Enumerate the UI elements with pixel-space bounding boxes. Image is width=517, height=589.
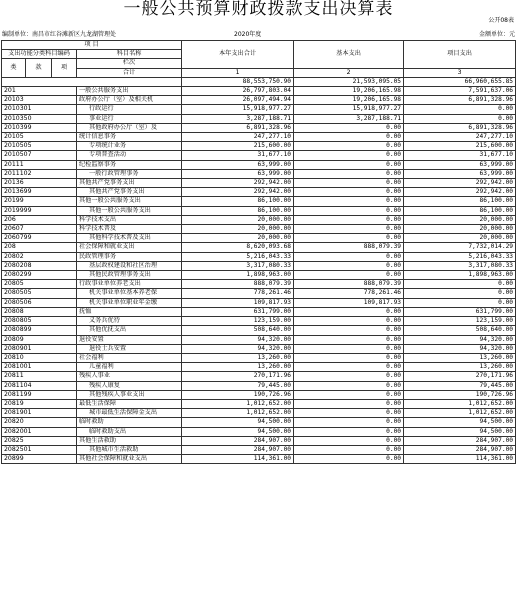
row-name: 社会保障和就业支出 <box>77 243 182 252</box>
row-project: 94,500.00 <box>404 427 516 436</box>
row-basic: 0.00 <box>294 123 404 132</box>
header-no2: 2 <box>294 68 404 77</box>
row-name: 其他一般公共服务支出 <box>77 206 182 215</box>
table-row <box>2 179 516 188</box>
row-basic: 0.00 <box>294 381 404 390</box>
row-name: 残疾人康复 <box>77 381 182 390</box>
row-basic: 0.00 <box>294 455 404 464</box>
row-project: 13,260.00 <box>404 353 516 362</box>
row-project: 123,159.00 <box>404 317 516 326</box>
table-row <box>2 427 516 436</box>
row-total: 94,500.00 <box>182 427 294 436</box>
row-basic: 0.00 <box>294 427 404 436</box>
row-basic: 0.00 <box>294 142 404 151</box>
row-total: 8,620,093.68 <box>182 243 294 252</box>
row-code: 20899 <box>2 455 77 464</box>
expenditure-table <box>1 40 516 464</box>
form-code: 公开08表 <box>488 17 514 24</box>
row-project: 0.00 <box>404 105 516 114</box>
row-project: 631,799.00 <box>404 307 516 316</box>
header-col-no: 栏次 <box>77 59 182 68</box>
table-row <box>2 372 516 381</box>
header-project-exp: 项目支出 <box>404 41 516 69</box>
row-basic: 0.00 <box>294 188 404 197</box>
row-name: 其他社会保障和就业支出 <box>77 455 182 464</box>
row-code: 2010507 <box>2 151 77 160</box>
row-name: 城市最低生活保障金支出 <box>77 409 182 418</box>
row-code: 20805 <box>2 280 77 289</box>
table-row <box>2 436 516 445</box>
row-code: 20810 <box>2 353 77 362</box>
row-project: 20,000.00 <box>404 234 516 243</box>
row-basic: 0.00 <box>294 252 404 261</box>
row-basic: 19,206,165.98 <box>294 96 404 105</box>
row-basic: 0.00 <box>294 418 404 427</box>
table-row <box>2 409 516 418</box>
table-row <box>2 390 516 399</box>
row-name: 其他科学技术普及支出 <box>77 234 182 243</box>
row-project: 0.00 <box>404 298 516 307</box>
row-total: 1,898,963.00 <box>182 271 294 280</box>
table-row <box>2 280 516 289</box>
row-name: 民政管理事务 <box>77 252 182 261</box>
row-project: 292,942.00 <box>404 179 516 188</box>
row-code: 20103 <box>2 96 77 105</box>
row-total: 26,797,803.04 <box>182 87 294 96</box>
table-row <box>2 261 516 270</box>
row-project: 94,500.00 <box>404 418 516 427</box>
row-name: 临时救助 <box>77 418 182 427</box>
row-code: 2080805 <box>2 317 77 326</box>
row-code: 2010301 <box>2 105 77 114</box>
row-total: 20,000.00 <box>182 225 294 234</box>
row-basic: 0.00 <box>294 206 404 215</box>
header-row-project <box>2 41 516 50</box>
row-total: 215,600.00 <box>182 142 294 151</box>
row-project: 5,216,043.33 <box>404 252 516 261</box>
row-project: 0.00 <box>404 114 516 123</box>
row-total: 3,317,080.33 <box>182 261 294 270</box>
row-basic: 0.00 <box>294 399 404 408</box>
row-project: 114,361.00 <box>404 455 516 464</box>
row-name: 社会福利 <box>77 353 182 362</box>
row-code: 2081001 <box>2 363 77 372</box>
row-name: 行政运行 <box>77 105 182 114</box>
row-name: 残疾人事业 <box>77 372 182 381</box>
table-row <box>2 87 516 96</box>
row-total: 508,640.00 <box>182 326 294 335</box>
row-name: 其他优抚支出 <box>77 326 182 335</box>
total-amount: 88,553,750.90 <box>182 77 294 86</box>
row-project: 270,171.96 <box>404 372 516 381</box>
row-code: 20820 <box>2 418 77 427</box>
row-total: 292,942.00 <box>182 179 294 188</box>
row-project: 1,898,963.00 <box>404 271 516 280</box>
row-project: 1,012,652.00 <box>404 399 516 408</box>
total-basic: 21,593,095.05 <box>294 77 404 86</box>
row-total: 15,918,977.27 <box>182 105 294 114</box>
row-total: 86,100.00 <box>182 206 294 215</box>
header-func-class: 支出功能分类科目编码 <box>2 50 77 59</box>
row-project: 3,317,080.33 <box>404 261 516 270</box>
row-total: 26,097,494.94 <box>182 96 294 105</box>
row-project: 86,100.00 <box>404 197 516 206</box>
table-row <box>2 234 516 243</box>
row-basic: 0.00 <box>294 179 404 188</box>
row-total: 20,000.00 <box>182 234 294 243</box>
table-row <box>2 188 516 197</box>
table-row <box>2 455 516 464</box>
row-basic: 0.00 <box>294 160 404 169</box>
row-project: 13,260.00 <box>404 363 516 372</box>
total-row <box>2 77 516 86</box>
row-code: 20111 <box>2 160 77 169</box>
row-name: 义务兵优待 <box>77 317 182 326</box>
row-name: 其他残疾人事业支出 <box>77 390 182 399</box>
row-code: 201 <box>2 87 77 96</box>
row-name: 机关事业单位职业年金缴 <box>77 298 182 307</box>
row-total: 888,079.39 <box>182 280 294 289</box>
row-code: 2080505 <box>2 289 77 298</box>
row-total: 13,260.00 <box>182 363 294 372</box>
table-row <box>2 252 516 261</box>
row-name: 专项普查活动 <box>77 151 182 160</box>
row-name: 退役士兵安置 <box>77 344 182 353</box>
row-code: 2080299 <box>2 271 77 280</box>
header-kuan: 款 <box>26 59 52 77</box>
total-spacer <box>2 77 182 86</box>
row-code: 208 <box>2 243 77 252</box>
table-row <box>2 344 516 353</box>
row-total: 86,100.00 <box>182 197 294 206</box>
row-basic: 0.00 <box>294 436 404 445</box>
table-row <box>2 271 516 280</box>
row-code: 20825 <box>2 436 77 445</box>
row-total: 284,907.00 <box>182 436 294 445</box>
row-name: 儿童福利 <box>77 363 182 372</box>
row-name: 其他民政管理事务支出 <box>77 271 182 280</box>
row-name: 科学技术普及 <box>77 225 182 234</box>
row-total: 109,817.93 <box>182 298 294 307</box>
header-xiang: 项 <box>52 59 77 77</box>
row-basic: 19,206,165.98 <box>294 87 404 96</box>
row-project: 86,100.00 <box>404 206 516 215</box>
row-project: 284,907.00 <box>404 436 516 445</box>
row-code: 20819 <box>2 399 77 408</box>
row-total: 778,261.46 <box>182 289 294 298</box>
table-row <box>2 317 516 326</box>
row-total: 123,159.00 <box>182 317 294 326</box>
row-basic: 0.00 <box>294 445 404 454</box>
row-total: 63,999.00 <box>182 160 294 169</box>
row-name: 最低生活保障 <box>77 399 182 408</box>
table-row <box>2 114 516 123</box>
unit-label: 编制单位：南昌市红谷滩新区九龙湖管理处 <box>2 31 117 38</box>
table-row <box>2 418 516 427</box>
row-basic: 0.00 <box>294 225 404 234</box>
row-project: 508,640.00 <box>404 326 516 335</box>
table-row <box>2 225 516 234</box>
row-total: 190,726.96 <box>182 390 294 399</box>
row-basic: 0.00 <box>294 271 404 280</box>
row-total: 1,012,652.00 <box>182 409 294 418</box>
row-name: 一般公共服务支出 <box>77 87 182 96</box>
row-code: 2082501 <box>2 445 77 454</box>
row-project: 20,000.00 <box>404 215 516 224</box>
row-code: 2060799 <box>2 234 77 243</box>
row-code: 2081901 <box>2 409 77 418</box>
table-row <box>2 363 516 372</box>
row-project: 0.00 <box>404 289 516 298</box>
row-code: 20808 <box>2 307 77 316</box>
row-basic: 15,918,977.27 <box>294 105 404 114</box>
row-total: 94,320.00 <box>182 344 294 353</box>
row-code: 2010505 <box>2 142 77 151</box>
row-total: 94,500.00 <box>182 418 294 427</box>
total-project: 66,960,655.85 <box>404 77 516 86</box>
row-basic: 0.00 <box>294 344 404 353</box>
row-basic: 0.00 <box>294 363 404 372</box>
row-code: 2080208 <box>2 261 77 270</box>
row-name: 统计信息事务 <box>77 133 182 142</box>
row-project: 190,726.96 <box>404 390 516 399</box>
row-total: 20,000.00 <box>182 215 294 224</box>
row-basic: 3,287,188.71 <box>294 114 404 123</box>
header-project: 项 目 <box>2 41 182 50</box>
row-name: 机关事业单位基本养老保 <box>77 289 182 298</box>
row-total: 284,907.00 <box>182 445 294 454</box>
row-code: 2010399 <box>2 123 77 132</box>
row-name: 纪检监察事务 <box>77 160 182 169</box>
row-total: 631,799.00 <box>182 307 294 316</box>
row-name: 其他政府办公厅（室）及 <box>77 123 182 132</box>
row-code: 20809 <box>2 335 77 344</box>
row-name: 行政事业单位养老支出 <box>77 280 182 289</box>
row-name: 其他共产党事务支出 <box>77 179 182 188</box>
row-total: 63,999.00 <box>182 169 294 178</box>
table-row <box>2 105 516 114</box>
row-name: 抚恤 <box>77 307 182 316</box>
table-row <box>2 243 516 252</box>
table-row <box>2 353 516 362</box>
row-code: 2080899 <box>2 326 77 335</box>
row-name: 事业运行 <box>77 114 182 123</box>
row-project: 7,732,014.29 <box>404 243 516 252</box>
row-total: 31,677.10 <box>182 151 294 160</box>
row-total: 114,361.00 <box>182 455 294 464</box>
row-name: 基层政权建设和社区治理 <box>77 261 182 270</box>
report-title: 一般公共预算财政拨款支出决算表 <box>123 0 394 19</box>
row-basic: 0.00 <box>294 326 404 335</box>
row-project: 7,591,637.06 <box>404 87 516 96</box>
row-project: 31,677.10 <box>404 151 516 160</box>
table-row <box>2 298 516 307</box>
row-basic: 0.00 <box>294 261 404 270</box>
row-total: 1,012,652.00 <box>182 399 294 408</box>
row-total: 5,216,043.33 <box>182 252 294 261</box>
table-row <box>2 142 516 151</box>
header-total: 本年支出合计 <box>182 41 294 69</box>
row-total: 247,277.10 <box>182 133 294 142</box>
row-basic: 0.00 <box>294 372 404 381</box>
row-total: 94,320.00 <box>182 335 294 344</box>
table-row <box>2 197 516 206</box>
total-label: 合计 <box>77 68 182 77</box>
row-code: 20136 <box>2 179 77 188</box>
row-project: 292,942.00 <box>404 188 516 197</box>
header-subject-name: 科目名称 <box>77 50 182 59</box>
row-project: 79,445.00 <box>404 381 516 390</box>
row-project: 94,320.00 <box>404 344 516 353</box>
row-project: 215,600.00 <box>404 142 516 151</box>
row-code: 2010350 <box>2 114 77 123</box>
row-code: 2013699 <box>2 188 77 197</box>
row-name: 退役安置 <box>77 335 182 344</box>
table-row <box>2 399 516 408</box>
row-name: 其他一般公共服务支出 <box>77 197 182 206</box>
row-basic: 888,079.39 <box>294 243 404 252</box>
table-row <box>2 326 516 335</box>
row-basic: 0.00 <box>294 317 404 326</box>
table-row <box>2 215 516 224</box>
row-code: 2082001 <box>2 427 77 436</box>
header-basic: 基本支出 <box>294 41 404 69</box>
row-project: 0.00 <box>404 280 516 289</box>
row-basic: 0.00 <box>294 151 404 160</box>
row-basic: 0.00 <box>294 197 404 206</box>
header-lei: 类 <box>2 59 26 77</box>
row-code: 2019999 <box>2 206 77 215</box>
table-row <box>2 123 516 132</box>
row-basic: 0.00 <box>294 215 404 224</box>
row-code: 2080901 <box>2 344 77 353</box>
table-row <box>2 151 516 160</box>
header-no1: 1 <box>182 68 294 77</box>
table-row <box>2 335 516 344</box>
row-name: 科学技术支出 <box>77 215 182 224</box>
report-meta <box>2 30 515 39</box>
row-total: 3,287,188.71 <box>182 114 294 123</box>
row-basic: 0.00 <box>294 409 404 418</box>
row-total: 270,171.96 <box>182 372 294 381</box>
table-row <box>2 206 516 215</box>
table-row <box>2 445 516 454</box>
row-code: 206 <box>2 215 77 224</box>
row-name: 其他生活救助 <box>77 436 182 445</box>
row-name: 专项统计业务 <box>77 142 182 151</box>
row-code: 20802 <box>2 252 77 261</box>
row-basic: 0.00 <box>294 169 404 178</box>
row-name: 一般行政管理事务 <box>77 169 182 178</box>
table-row <box>2 289 516 298</box>
row-basic: 0.00 <box>294 307 404 316</box>
header-no3: 3 <box>404 68 516 77</box>
row-total: 79,445.00 <box>182 381 294 390</box>
row-name: 其他城市生活救助 <box>77 445 182 454</box>
header-row-numbers <box>2 68 516 77</box>
row-project: 63,999.00 <box>404 160 516 169</box>
table-row <box>2 381 516 390</box>
table-row <box>2 133 516 142</box>
row-basic: 0.00 <box>294 234 404 243</box>
row-total: 292,942.00 <box>182 188 294 197</box>
row-code: 20811 <box>2 372 77 381</box>
year-label: 2020年度 <box>234 31 262 38</box>
table-row <box>2 307 516 316</box>
row-basic: 0.00 <box>294 353 404 362</box>
row-name: 政府办公厅（室）及相关机 <box>77 96 182 105</box>
row-code: 2080506 <box>2 298 77 307</box>
row-project: 63,999.00 <box>404 169 516 178</box>
row-project: 20,000.00 <box>404 225 516 234</box>
row-basic: 778,261.46 <box>294 289 404 298</box>
row-project: 284,907.00 <box>404 445 516 454</box>
row-code: 20607 <box>2 225 77 234</box>
row-project: 6,891,328.96 <box>404 123 516 132</box>
row-code: 2011102 <box>2 169 77 178</box>
table-row <box>2 169 516 178</box>
table-row <box>2 96 516 105</box>
row-project: 247,277.10 <box>404 133 516 142</box>
row-basic: 0.00 <box>294 335 404 344</box>
table-row <box>2 160 516 169</box>
row-code: 2081104 <box>2 381 77 390</box>
row-code: 20105 <box>2 133 77 142</box>
amount-unit: 金额单位：元 <box>478 31 515 38</box>
row-name: 其他共产党事务支出 <box>77 188 182 197</box>
row-code: 2081199 <box>2 390 77 399</box>
row-code: 20199 <box>2 197 77 206</box>
row-total: 6,891,328.96 <box>182 123 294 132</box>
row-basic: 888,079.39 <box>294 280 404 289</box>
row-project: 6,891,328.96 <box>404 96 516 105</box>
row-basic: 0.00 <box>294 390 404 399</box>
row-basic: 109,817.93 <box>294 298 404 307</box>
row-total: 13,260.00 <box>182 353 294 362</box>
row-basic: 0.00 <box>294 133 404 142</box>
row-project: 1,012,652.00 <box>404 409 516 418</box>
row-project: 94,320.00 <box>404 335 516 344</box>
row-name: 临时救助支出 <box>77 427 182 436</box>
